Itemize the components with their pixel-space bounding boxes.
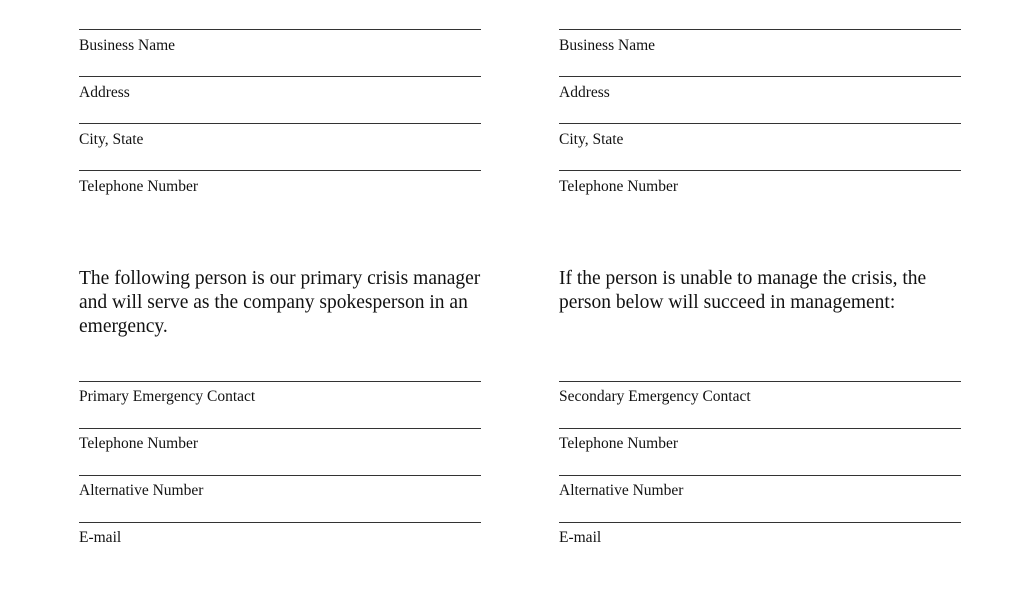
business-name-label: Business Name	[559, 37, 656, 54]
secondary-contact-line	[559, 381, 961, 382]
primary-telephone-line	[79, 428, 481, 429]
primary-alternative-line	[79, 475, 481, 476]
address-line	[559, 76, 961, 77]
city-state-line	[559, 123, 961, 124]
secondary-email-label: E-mail	[559, 529, 602, 546]
successor-paragraph: If the person is unable to manage the crisis, the person below will succeed in management:	[559, 268, 927, 313]
primary-contact-line	[79, 381, 481, 382]
business-name-line	[559, 29, 961, 30]
business-name-line	[79, 29, 481, 30]
city-state-label: City, State	[559, 131, 624, 148]
secondary-alternative-line	[559, 475, 961, 476]
address-label: Address	[559, 84, 610, 101]
primary-email-label: E-mail	[79, 529, 122, 546]
telephone-label: Telephone Number	[559, 178, 678, 195]
primary-contact-label: Primary Emergency Contact	[79, 388, 256, 405]
primary-telephone-label: Telephone Number	[79, 435, 198, 452]
secondary-telephone-label: Telephone Number	[559, 435, 678, 452]
secondary-telephone-line	[559, 428, 961, 429]
business-name-label: Business Name	[79, 37, 176, 54]
address-line	[79, 76, 481, 77]
telephone-line	[79, 170, 481, 171]
secondary-alternative-label: Alternative Number	[559, 482, 684, 499]
address-label: Address	[79, 84, 130, 101]
telephone-line	[559, 170, 961, 171]
secondary-contact-label: Secondary Emergency Contact	[559, 388, 751, 405]
telephone-label: Telephone Number	[79, 178, 198, 195]
secondary-email-line	[559, 522, 961, 523]
city-state-line	[79, 123, 481, 124]
city-state-label: City, State	[79, 131, 144, 148]
primary-email-line	[79, 522, 481, 523]
primary-alternative-label: Alternative Number	[79, 482, 204, 499]
primary-manager-paragraph: The following person is our primary crisis manager and will serve as the company spokesperson in an emergency.	[79, 268, 481, 337]
